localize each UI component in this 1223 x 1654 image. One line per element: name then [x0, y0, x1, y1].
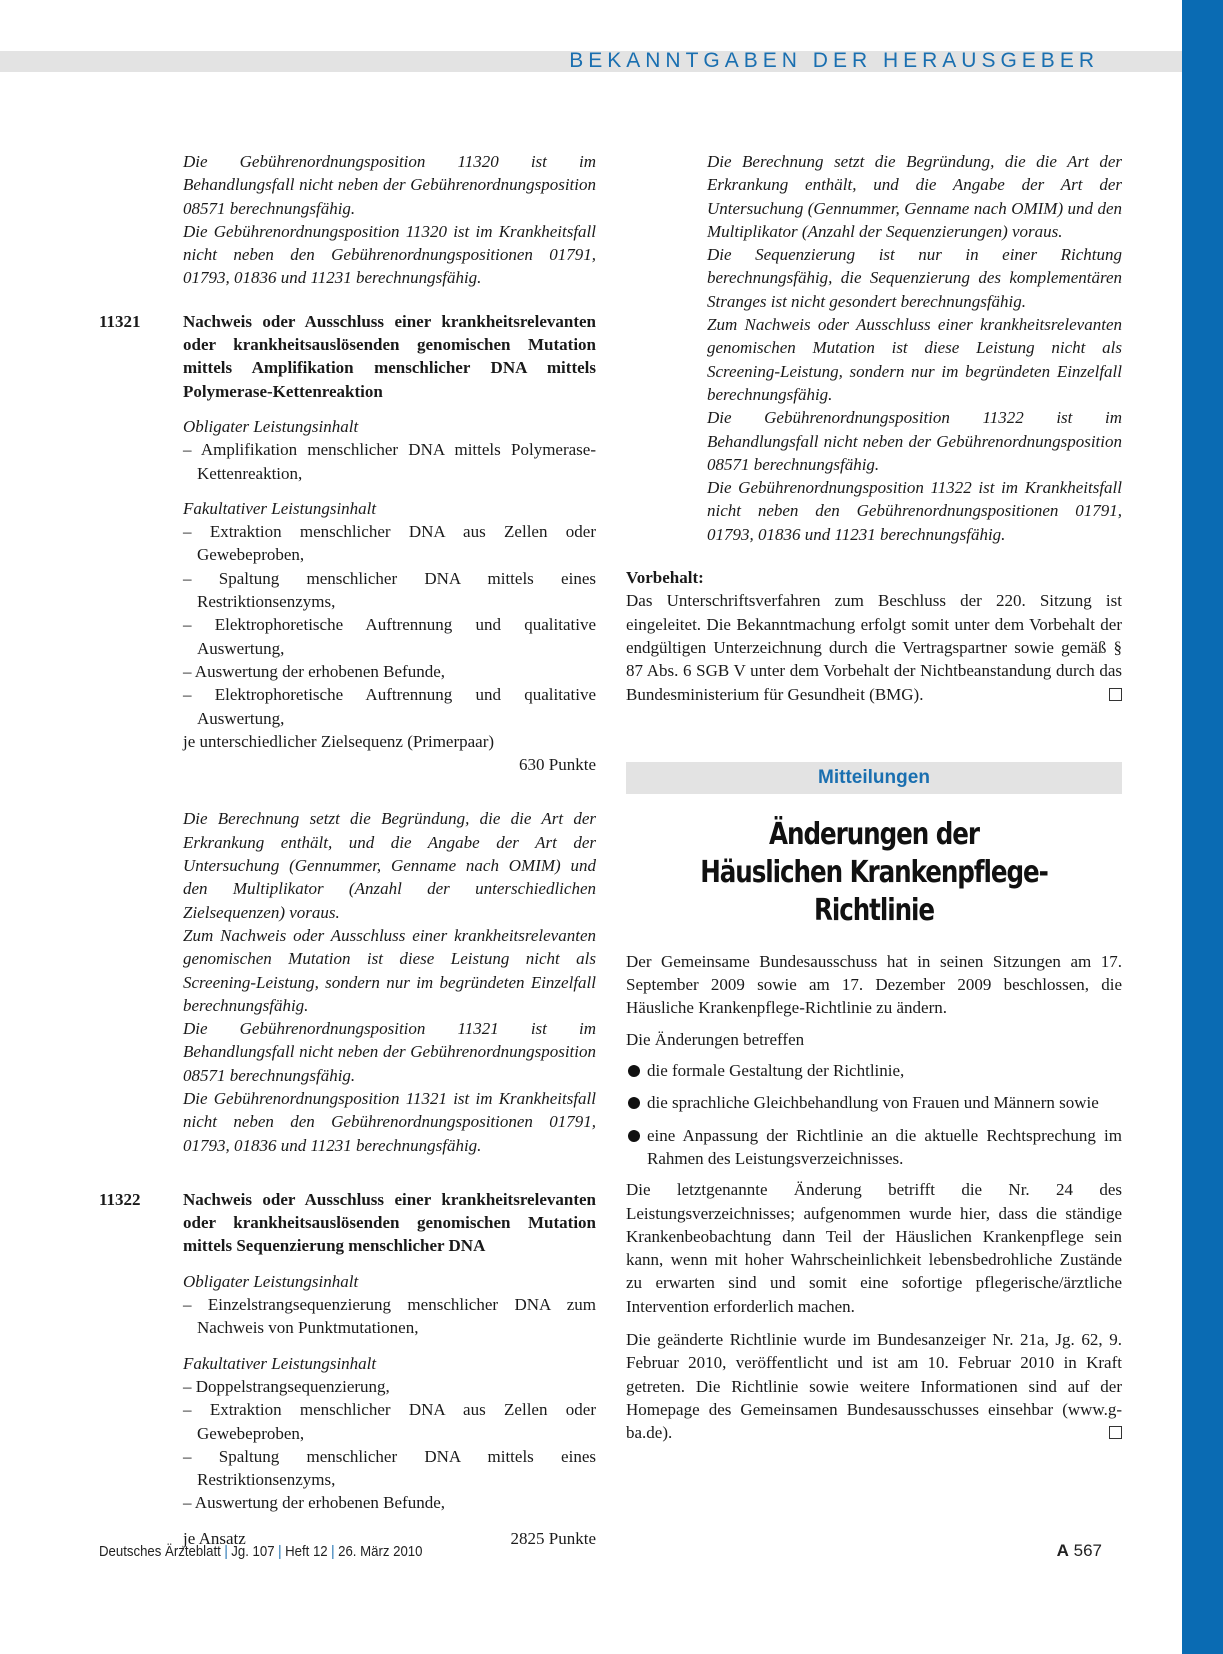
bullet-item [626, 1124, 1122, 1171]
list-item: – Amplifikation menschlicher DNA mittels Polymerase-Kettenreaktion, [183, 440, 596, 483]
obligat-label: Obligater Leistungsinhalt [183, 1271, 359, 1291]
vorbehalt-label: Vorbehalt: [626, 568, 704, 588]
entry-title: Nachweis oder Ausschluss einer krankheitsrelevanten oder krankheitsauslösenden genomischen Mutation mittels Amplifikation menschlicher DNA mittels Polymerase-Kettenreaktion [183, 311, 596, 401]
notes-11322 [626, 150, 1122, 546]
points: 2825 Punkte [510, 1528, 596, 1548]
date: 26. März 2010 [338, 1543, 423, 1560]
vorbehalt-body: Das Unterschriftsverfahren zum Beschluss der 220. Sitzung ist eingeleitet. Die Bekanntmachung erfolgt somit unter dem Vorbehalt der endgültigen Unterzeichnung durch die Vertragspartner sowie gemäß § 87 Abs. 6 SGB V unter dem Vorbehalt der Nichtbeanstandung durch das Bundesministerium für Gesundheit (BMG). [626, 591, 1122, 704]
note: Die Sequenzierung ist nur in einer Richtung berechnungsfähig, die Sequenzierung des komplementären Stranges ist nicht gesondert berechnungsfähig. [707, 245, 1122, 311]
separator-icon: | [331, 1543, 335, 1560]
entry-code: 11322 [99, 1189, 141, 1209]
issue: Heft 12 [285, 1543, 328, 1560]
article-paragraph: Die letztgenannte Änderung betrifft die Nr. 24 des Leistungsverzeichnisses; aufgenommen wurde hier, dass die ständige Krankenbeobachtung dann Teil der Häuslichen Krankenpflege sein kann, wenn mit hoher Wahrscheinlichkeit lebensbedrohliche Zustände zu erwarten sind und somit eine sofortige pflegerische/ärztliche Intervention erforderlich machen. [626, 1180, 1122, 1316]
bullet-text: die formale Gestaltung der Richtlinie, [647, 1061, 905, 1081]
note: Zum Nachweis oder Ausschluss einer krankheitsrelevanten genomischen Mutation ist diese Leistung nicht als Screening-Leistung, sondern nur im begründeten Einzelfall berechnungsfähig. [707, 315, 1122, 404]
per-line: je Ansatz [183, 1528, 246, 1548]
separator-icon: | [224, 1543, 228, 1560]
article-paragraph: Der Gemeinsame Bundesausschuss hat in seinen Sitzungen am 17. September 2009 sowie am 17. Dezember 2009 beschlossen, die Häusliche Krankenpflege-Richtlinie zu ändern. [626, 951, 1122, 1018]
intro-note-2: Die Gebührenordnungsposition 11320 ist im Krankheitsfall nicht neben den Gebührenordnungspositionen 01791, 01793, 01836 und 11231 berechnungsfähig. [183, 221, 596, 288]
volume: Jg. 107 [231, 1543, 275, 1560]
list-item: – Spaltung menschlicher DNA mittels eines Restriktionsenzyms, [183, 568, 596, 612]
list-item: – Einzelstrangsequenzierung menschlicher DNA zum Nachweis von Punktmutationen, [183, 1295, 596, 1338]
per-line: je unterschiedlicher Zielsequenz (Primerpaar) [183, 731, 495, 751]
mitteilungen-band: Mitteilungen [626, 762, 1122, 794]
bullet-text: die sprachliche Gleichbehandlung von Frauen und Männern sowie [647, 1093, 1099, 1113]
bullet-icon [628, 1130, 640, 1142]
points: 630 Punkte [519, 755, 596, 775]
entry-title: Nachweis oder Ausschluss einer krankheitsrelevanten oder krankheitsauslösenden genomischen Mutation mittels Sequenzierung menschlicher DNA [183, 1189, 596, 1256]
list-item: – Doppelstrangsequenzierung, [183, 1376, 390, 1396]
list-item: – Extraktion menschlicher DNA aus Zellen oder Gewebeproben, [183, 1400, 596, 1443]
separator-icon: | [278, 1543, 282, 1560]
headline-line-2: Häuslichen Krankenpflege-Richtlinie [700, 854, 1048, 928]
list-item: – Elektrophoretische Auftrennung und qualitative Auswertung, [183, 615, 596, 658]
bullet-icon [628, 1065, 640, 1077]
bullet-item [626, 1091, 1122, 1114]
side-color-bar [1182, 0, 1223, 1654]
note: Die Berechnung setzt die Begründung, die die Art der Erkrankung enthält, und die Angabe der Art der Untersuchung (Gennummer, Genname nach OMIM) und den Multiplikator (Anzahl der Sequenzierungen) voraus. [707, 152, 1122, 241]
list-item: – Elektrophoretische Auftrennung und qualitative Auswertung, [183, 685, 596, 728]
bullet-icon [628, 1097, 640, 1109]
entry-11322 [99, 1188, 596, 1550]
journal-name: Deutsches Ärzteblatt [99, 1543, 221, 1560]
right-column [626, 150, 1122, 1444]
article-paragraph-final [626, 1328, 1122, 1444]
note: Die Gebührenordnungsposition 11321 ist im Krankheitsfall nicht neben den Gebührenordnungspositionen 01791, 01793, 01836 und 11231 berechnungsfähig. [183, 1088, 596, 1155]
fakult-label: Fakultativer Leistungsinhalt [183, 498, 377, 518]
entry-code: 11321 [99, 311, 141, 331]
list-item: – Extraktion menschlicher DNA aus Zellen oder Gewebeproben, [183, 522, 596, 565]
footer [99, 1543, 422, 1560]
intro-note-1: Die Gebührenordnungsposition 11320 ist im Behandlungsfall nicht neben der Gebührenordnungsposition 08571 berechnungsfähig. [183, 152, 596, 218]
note: Die Berechnung setzt die Begründung, die die Art der Erkrankung enthält, und die Angabe der Art der Untersuchung (Gennummer, Genname nach OMIM) und den Multiplikator (Anzahl der unterschiedlichen Zielsequenzen) voraus. [183, 809, 596, 922]
page-number [1057, 1541, 1102, 1561]
end-mark-icon [1109, 688, 1122, 701]
list-item: – Auswertung der erhobenen Befunde, [183, 1493, 446, 1513]
entry-11321 [99, 310, 596, 1157]
headline-line-1: Änderungen der [769, 816, 979, 852]
note: Die Gebührenordnungsposition 11321 ist im Behandlungsfall nicht neben der Gebührenordnungsposition 08571 berechnungsfähig. [183, 1019, 596, 1085]
final-text: Die geänderte Richtlinie wurde im Bundesanzeiger Nr. 21a, Jg. 62, 9. Februar 2010, veröffentlicht und ist am 10. Februar 2010 in Kraft getreten. Die Richtlinie sowie weitere Informationen sind auf der Homepage des Gemeinsamen Bundesausschusses einsehbar (www.g-ba.de). [626, 1329, 1122, 1443]
list-item: – Auswertung der erhobenen Befunde, [183, 661, 446, 681]
note: Die Gebührenordnungsposition 11322 ist im Behandlungsfall nicht neben der Gebührenordnungsposition 08571 berechnungsfähig. [707, 408, 1122, 474]
vorbehalt-text [626, 589, 1122, 705]
left-column [99, 150, 596, 1550]
obligat-label: Obligater Leistungsinhalt [183, 416, 359, 436]
bullet-item [626, 1059, 1122, 1082]
note: Zum Nachweis oder Ausschluss einer krankheitsrelevanten genomischen Mutation ist diese Leistung nicht als Screening-Leistung, sondern nur im begründeten Einzelfall berechnungsfähig. [183, 925, 596, 1015]
article-headline [671, 816, 1078, 930]
section-title: BEKANNTGABEN DER HERAUSGEBER [569, 49, 1099, 72]
end-mark-icon [1109, 1426, 1122, 1439]
note: Die Gebührenordnungsposition 11322 ist im Krankheitsfall nicht neben den Gebührenordnungspositionen 01791, 01793, 01836 und 11231 berechnungsfähig. [707, 478, 1122, 544]
page-num: 567 [1073, 1541, 1102, 1560]
bullet-text: eine Anpassung der Richtlinie an die aktuelle Rechtsprechung im Rahmen des Leistungsverzeichnisses. [647, 1125, 1122, 1168]
article-paragraph: Die Änderungen betreffen [626, 1029, 805, 1049]
page-prefix: A [1056, 1541, 1069, 1560]
list-item: – Spaltung menschlicher DNA mittels eines Restriktionsenzyms, [183, 1446, 596, 1490]
fakult-label: Fakultativer Leistungsinhalt [183, 1353, 377, 1373]
